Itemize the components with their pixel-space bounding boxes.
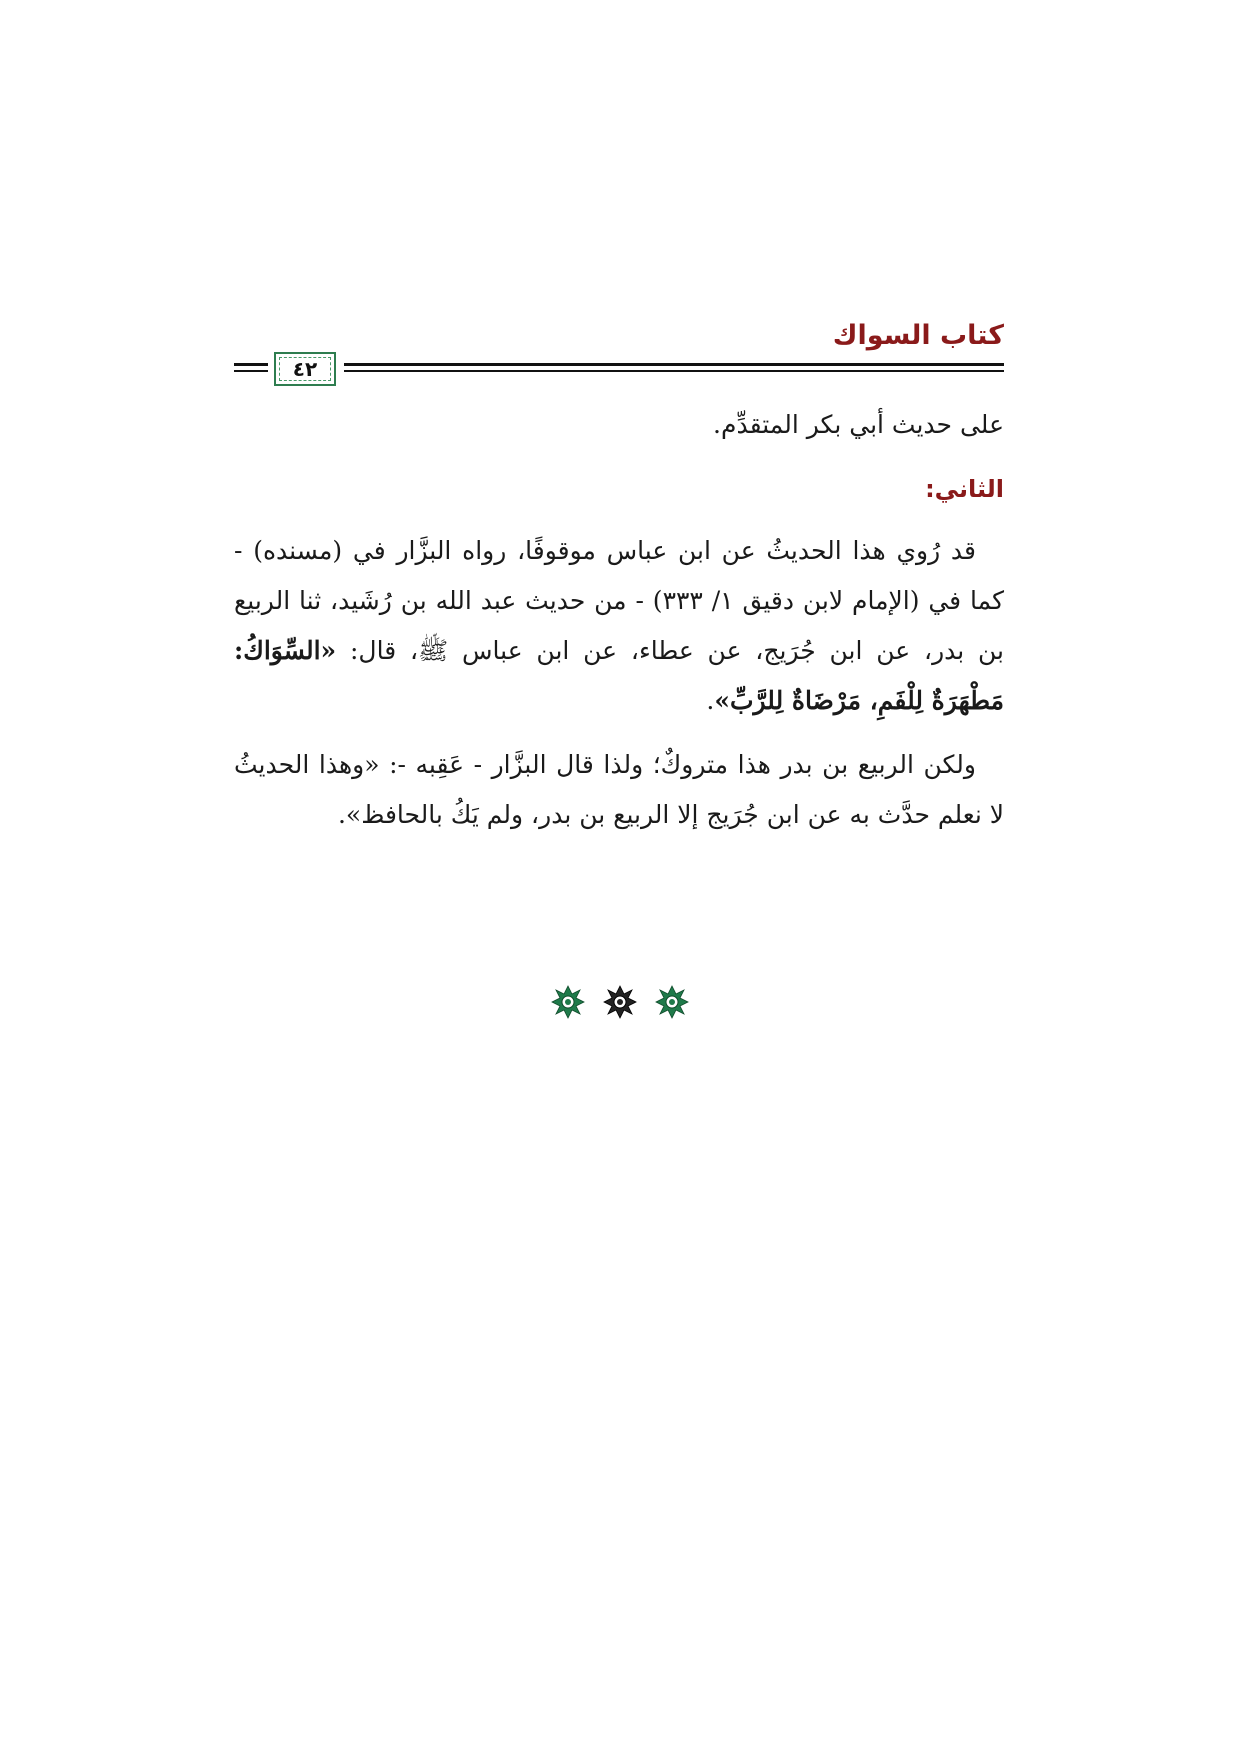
header-rule-line-top: [344, 363, 1004, 366]
header-rule-left-top: [234, 363, 268, 366]
section-heading: الثاني:: [925, 475, 1004, 503]
ornament-star-icon: [655, 985, 689, 1019]
paragraph-gap: [234, 726, 1004, 740]
body-text: [234, 400, 1004, 840]
paragraph-2: ولكن الربيع بن بدر هذا متروكٌ؛ ولذا قال البزَّار - عَقِبه -: «وهذا الحديثُ لا نعلم حدَّث به عن ابن جُرَيج إلا الربيع بن بدر، ولم يَكُ بالحافظ».: [234, 750, 1004, 829]
ornament-star-icon: [551, 985, 585, 1019]
paragraph-1-end: .: [706, 686, 715, 715]
ornament-star-dark-icon: [603, 985, 637, 1019]
paragraph-1: [234, 526, 1004, 726]
header-rule: [234, 350, 1004, 388]
book-title: كتاب السواك: [832, 320, 1004, 351]
header-rule-line-bottom: [344, 370, 1004, 372]
header-rule-left-bottom: [234, 370, 268, 372]
hadith-quote: «السِّوَاكُ: مَطْهَرَةٌ لِلْفَمِ، مَرْضَاةٌ لِلرَّبِّ»: [234, 636, 1004, 715]
paragraph-1-text: قد رُوي هذا الحديثُ عن ابن عباس موقوفًا، رواه البزَّار في (مسنده) - كما في (الإمام لابن دقيق ١/ ٣٣٣) - من حديث عبد الله بن رُشَيد، ثنا الربيع بن بدر، عن ابن جُرَيج، عن عطاء، عن ابن عباس ﷺ، قال:: [234, 536, 1005, 665]
section-end-ornaments: [0, 985, 1240, 1019]
page-number-badge: [274, 352, 336, 386]
page-header: [234, 318, 1004, 388]
page-number: ٤٢: [292, 357, 318, 381]
intro-line: على حديث أبي بكر المتقدِّم.: [713, 410, 1004, 439]
